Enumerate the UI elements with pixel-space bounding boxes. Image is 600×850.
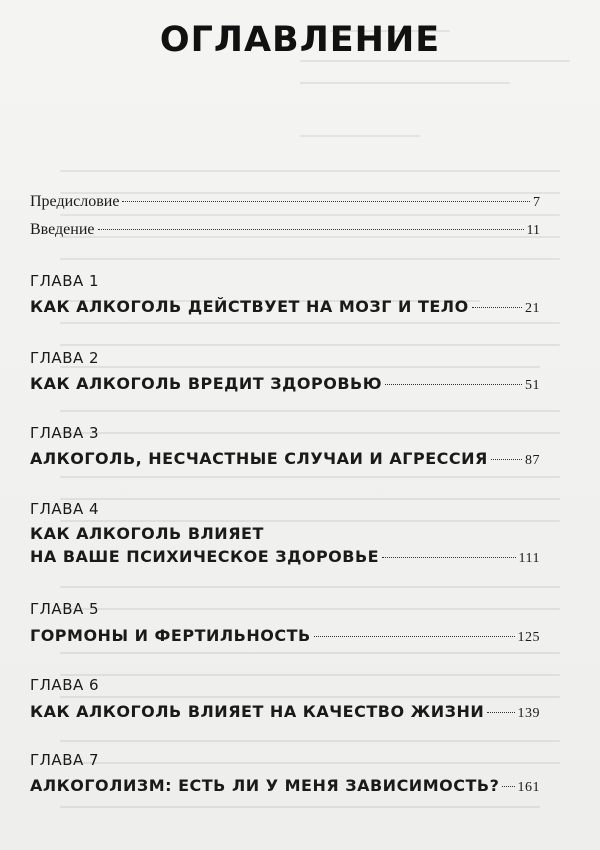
leader-dots	[122, 201, 530, 202]
toc-entry-chapter-1	[30, 297, 540, 317]
chapter-label: ГЛАВА 3	[30, 424, 100, 442]
toc-entry-chapter-3	[30, 449, 540, 469]
chapter-label: ГЛАВА 7	[30, 751, 100, 769]
chapter-title: АЛКОГОЛЬ, НЕСЧАСТНЫЕ СЛУЧАИ И АГРЕССИЯ	[30, 449, 488, 468]
toc-page-number: 139	[517, 706, 540, 721]
leader-dots	[314, 636, 515, 637]
toc-entry-chapter-4	[30, 524, 540, 543]
toc-entry-chapter-5	[30, 626, 540, 646]
toc-page-number: 125	[517, 630, 540, 645]
leader-dots	[491, 459, 522, 460]
leader-dots	[98, 229, 524, 230]
chapter-title: КАК АЛКОГОЛЬ ВЛИЯЕТ НА КАЧЕСТВО ЖИЗНИ	[30, 702, 485, 721]
chapter-label: ГЛАВА 2	[30, 349, 100, 367]
chapter-title: КАК АЛКОГОЛЬ ДЕЙСТВУЕТ НА МОЗГ И ТЕЛО	[30, 297, 469, 316]
leader-dots	[382, 557, 515, 558]
toc-page-number: 21	[525, 301, 540, 316]
chapter-title-line: КАК АЛКОГОЛЬ ВЛИЯЕТ	[30, 524, 264, 543]
toc-page-number: 111	[518, 551, 540, 566]
leader-dots	[385, 384, 522, 385]
toc-entry-label: Введение	[30, 221, 95, 238]
toc-page-number: 161	[517, 780, 540, 795]
leader-dots	[472, 307, 522, 308]
toc-entry-chapter-6	[30, 702, 540, 722]
chapter-title: КАК АЛКОГОЛЬ ВРЕДИТ ЗДОРОВЬЮ	[30, 374, 383, 393]
chapter-label: ГЛАВА 6	[30, 676, 100, 694]
toc-page-number: 87	[525, 453, 540, 468]
toc-entry-chapter-2	[30, 374, 540, 394]
toc-page-number: 11	[526, 223, 540, 238]
leader-dots	[502, 786, 514, 787]
toc-entry-introduction	[30, 221, 540, 239]
leader-dots	[487, 712, 514, 713]
chapter-label: ГЛАВА 5	[30, 600, 100, 618]
page-title: ОГЛАВЛЕНИЕ	[159, 20, 441, 60]
chapter-label: ГЛАВА 1	[30, 272, 100, 290]
chapter-title: ГОРМОНЫ И ФЕРТИЛЬНОСТЬ	[30, 626, 311, 645]
toc-entry-chapter-4-line-2	[30, 547, 540, 567]
toc-page-number: 51	[525, 378, 540, 393]
toc-page-number: 7	[533, 195, 540, 210]
chapter-label: ГЛАВА 4	[30, 500, 100, 518]
toc-entry-chapter-7	[30, 776, 540, 796]
toc-entry-label: Предисловие	[30, 193, 120, 210]
chapter-title: АЛКОГОЛИЗМ: ЕСТЬ ЛИ У МЕНЯ ЗАВИСИМОСТЬ?	[30, 776, 500, 795]
toc-entry-preface	[30, 193, 540, 211]
chapter-title-line: НА ВАШЕ ПСИХИЧЕСКОЕ ЗДОРОВЬЕ	[30, 547, 380, 566]
